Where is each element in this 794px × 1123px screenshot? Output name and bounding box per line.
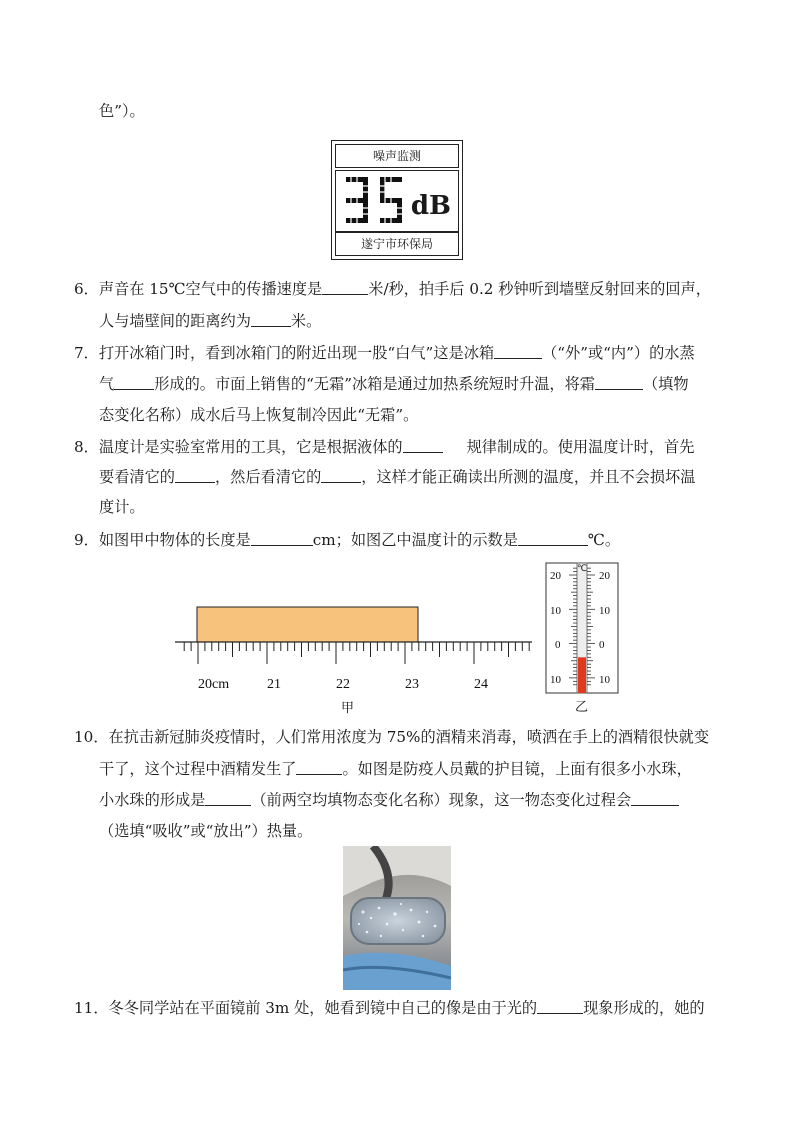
answer-blank[interactable]: [175, 467, 215, 483]
answer-blank[interactable]: [537, 998, 583, 1014]
ruler-label: 23: [405, 677, 419, 692]
ruler-label: 22: [336, 677, 350, 692]
noise-monitor-footer: 遂宁市环保局: [335, 232, 459, 256]
answer-blank[interactable]: [494, 343, 542, 359]
question-6-line-1: 6．声音在 15℃空气中的传播速度是 米/秒，拍手后 0.2 秒钟听到墙壁反射回来的回声，: [74, 280, 711, 298]
answer-blank[interactable]: [321, 467, 361, 483]
thermo-label-right: 10: [599, 605, 610, 617]
question-6-line-2: 人与墙壁间的距离约为 米。: [99, 312, 322, 330]
decibel-unit: dB: [410, 191, 451, 221]
question-10-line-1: 10．在抗击新冠肺炎疫情时，人们常用浓度为 75%的酒精来消毒，喷洒在手上的酒精很快就变: [74, 728, 710, 746]
question-8-line-3: 度计。: [99, 498, 145, 516]
measured-object: [197, 607, 418, 642]
answer-blank[interactable]: [322, 279, 368, 295]
answer-blank[interactable]: [114, 374, 154, 390]
segment: [363, 177, 368, 199]
answer-blank[interactable]: [205, 790, 251, 806]
question-8-line-2: 要看清它的 ，然后看清它的 ，这样才能正确读出所测的温度，并且不会损坏温: [99, 468, 696, 486]
thermo-label-left: 10: [550, 605, 561, 617]
ruler-label: 20cm: [198, 677, 230, 692]
ruler-label: 24: [474, 677, 488, 692]
noise-monitor-figure: [331, 140, 463, 260]
answer-blank[interactable]: [251, 530, 313, 546]
question-7-line-1: 7．打开冰箱门时，看到冰箱门的附近出现一股“白气”这是冰箱 （“外”或“内”）的水蒸: [74, 344, 695, 362]
thermometer-liquid: [578, 657, 586, 693]
thermo-label-left: 10: [550, 674, 561, 686]
answer-blank[interactable]: [251, 311, 291, 327]
segment: [380, 177, 385, 199]
answer-blank[interactable]: [296, 759, 342, 775]
thermo-label-right: 20: [599, 570, 610, 582]
answer-blank[interactable]: [403, 437, 443, 453]
question-9-line: 9．如图甲中物体的长度是 cm；如图乙中温度计的示数是 ℃。: [74, 531, 621, 549]
thermo-label-left: 0: [555, 639, 561, 651]
goggles-photo-icon: [343, 846, 451, 990]
noise-monitor-display: [335, 170, 459, 232]
thermo-label-left: 20: [550, 570, 561, 582]
thermo-label-right: 0: [599, 639, 605, 651]
noise-monitor-title: 噪声监测: [335, 144, 459, 168]
goggles-photo: [343, 846, 451, 990]
thermometer-unit: ℃: [577, 564, 588, 574]
thermo-label-right: 10: [599, 674, 610, 686]
question-7-line-2: 气 形成的。市面上销售的“无霜”冰箱是通过加热系统短时升温，将霜 （填物: [99, 375, 689, 393]
question-10-line-3: 小水珠的形成是 （前两空均填物态变化名称）现象，这一物态变化过程会: [99, 790, 679, 810]
answer-blank[interactable]: [518, 530, 588, 546]
question-8-line-1: 8．温度计是实验室常用的工具，它是根据液体的 规律制成的。使用温度计时，首先: [74, 438, 695, 456]
segment-digits: [342, 173, 414, 231]
figure-caption-yi: 乙: [575, 700, 589, 715]
figure-caption-jia: 甲: [341, 701, 355, 716]
ruler-figure: [170, 600, 536, 720]
question-11-line: 11．冬冬同学站在平面镜前 3m 处，她看到镜中自己的像是由于光的 现象形成的，她的: [74, 999, 705, 1017]
thermometer-figure: [536, 560, 626, 720]
question-7-line-3: 态变化名称）成水后马上恢复制冷因此“无霜”。: [99, 406, 419, 424]
answer-blank[interactable]: [595, 374, 643, 390]
text-line: 色”）。: [99, 102, 145, 120]
ruler-label: 21: [267, 677, 281, 692]
question-10-line-2: 干了，这个过程中酒精发生了 。如图是防疫人员戴的护目镜，上面有很多小水珠，: [99, 760, 692, 778]
answer-blank[interactable]: [631, 790, 679, 806]
question-10-line-4: （选填“吸收”或“放出”）热量。: [99, 822, 313, 840]
